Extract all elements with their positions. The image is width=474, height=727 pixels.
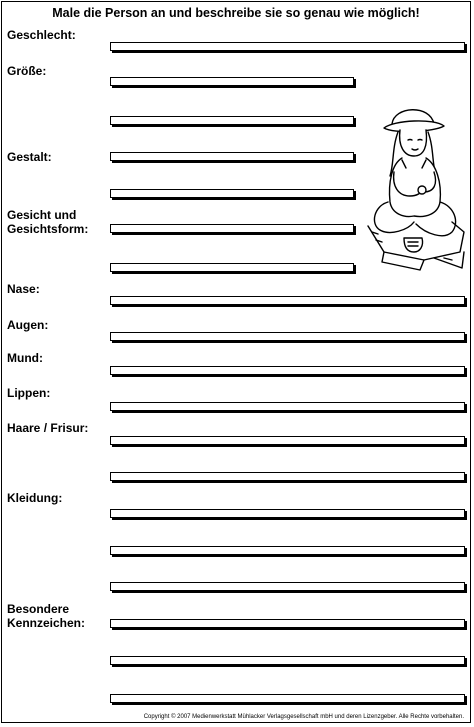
page-title: Male die Person an und beschreibe sie so genau wie möglich! [52, 6, 420, 20]
label-kleidung: Kleidung: [7, 491, 63, 505]
writing-line-augen[interactable] [110, 332, 465, 341]
writing-line-groesse-1[interactable] [110, 77, 354, 86]
worksheet-page [1, 1, 471, 723]
label-haare: Haare / Frisur: [7, 421, 89, 435]
writing-line-besondere-3[interactable] [110, 694, 465, 703]
label-nase: Nase: [7, 282, 40, 296]
label-lippen: Lippen: [7, 386, 51, 400]
label-gesicht: Gesicht und Gesichtsform: [7, 208, 89, 236]
label-mund: Mund: [7, 351, 43, 365]
sitting-girl-illustration-icon [364, 102, 466, 274]
writing-line-gestalt-1[interactable] [110, 152, 354, 161]
copyright-notice: Copyright © 2007 Medienwerkstatt Mühlacker Verlagsgesellschaft mbH und deren Lizenzgeber. Alle Rechte vorbehalten. [143, 714, 464, 720]
label-geschlecht: Geschlecht: [7, 28, 76, 42]
writing-line-kleidung-3[interactable] [110, 582, 465, 591]
writing-line-besondere-1[interactable] [110, 619, 465, 628]
label-gestalt: Gestalt: [7, 150, 52, 164]
writing-line-gesicht-1[interactable] [110, 224, 354, 233]
label-besondere: Besondere Kennzeichen: [7, 602, 86, 630]
label-groesse: Größe: [7, 64, 47, 78]
writing-line-haare-2[interactable] [110, 472, 465, 481]
writing-line-besondere-2[interactable] [110, 656, 465, 665]
writing-line-gestalt-2[interactable] [110, 189, 354, 198]
writing-line-lippen[interactable] [110, 402, 465, 411]
writing-line-gesicht-2[interactable] [110, 263, 354, 272]
writing-line-groesse-2[interactable] [110, 116, 354, 125]
writing-line-kleidung-2[interactable] [110, 546, 465, 555]
writing-line-haare-1[interactable] [110, 436, 465, 445]
writing-line-kleidung-1[interactable] [110, 509, 465, 518]
writing-line-nase[interactable] [110, 296, 465, 305]
label-augen: Augen: [7, 318, 49, 332]
writing-line-mund[interactable] [110, 366, 465, 375]
writing-line-geschlecht[interactable] [110, 42, 465, 51]
